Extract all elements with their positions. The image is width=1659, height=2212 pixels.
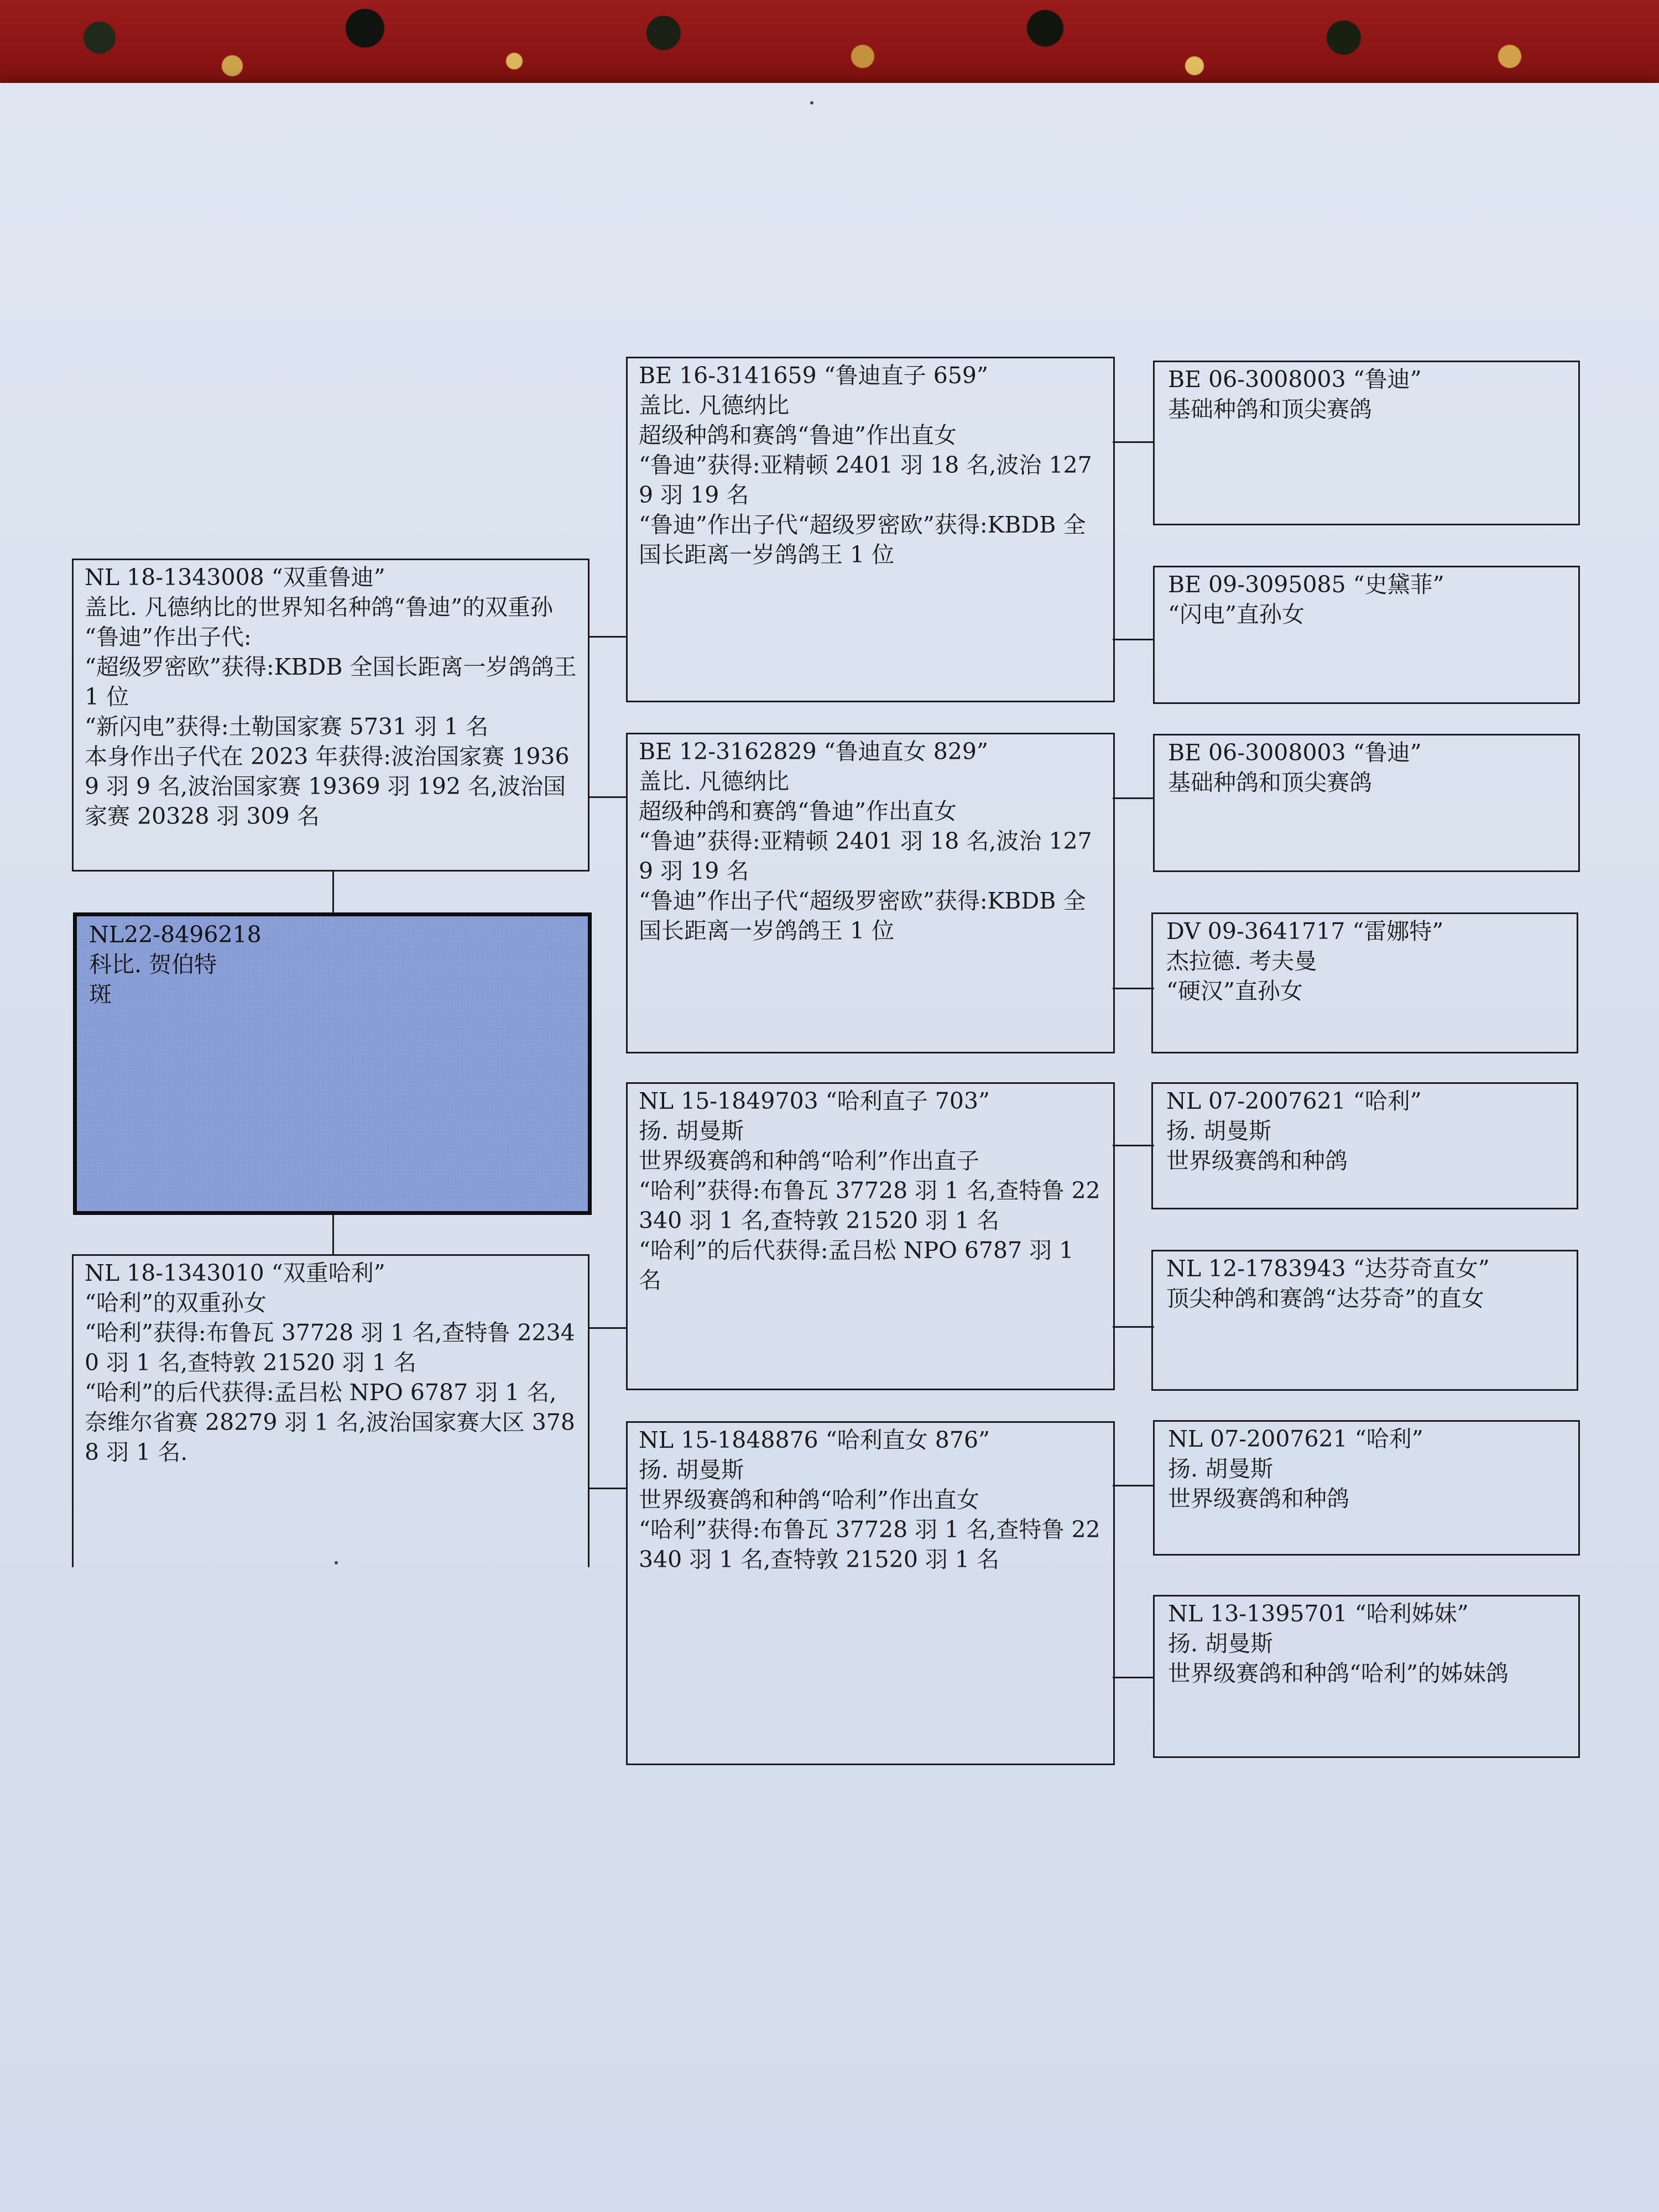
paper-speck	[810, 101, 813, 105]
subject-ring: NL22-8496218	[89, 921, 262, 948]
ggp5-line-2: 扬. 胡曼斯	[1166, 1118, 1272, 1144]
gp4-line-2: 扬. 胡曼斯	[639, 1457, 744, 1483]
sire-line-2: 盖比. 凡德纳比的世界知名种鸽“鲁迪”的双重孙	[85, 594, 553, 620]
ggp3-line-1: BE 06-3008003 “鲁迪”	[1168, 739, 1422, 766]
sire-box	[72, 559, 589, 872]
dam-line-3: “哈利”获得:布鲁瓦 37728 羽 1 名,查特鲁 22340 羽 1 名,查特敦 21520 羽 1 名	[85, 1319, 575, 1376]
gp1-line-4: “鲁迪”获得:亚精顿 2401 羽 18 名,波治 1279 羽 19 名	[639, 452, 1092, 508]
subject-breeder: 科比. 贺伯特	[89, 951, 217, 978]
great-grandparent-box-4	[1151, 912, 1578, 1053]
connector-subject-dam	[332, 1214, 334, 1256]
ggp5-line-3: 世界级赛鸽和种鸽	[1166, 1147, 1348, 1174]
gp2-line-1: BE 12-3162829 “鲁迪直女 829”	[639, 738, 988, 765]
gp3-line-2: 扬. 胡曼斯	[639, 1118, 744, 1144]
gp3-line-4: “哈利”获得:布鲁瓦 37728 羽 1 名,查特鲁 22340 羽 1 名,查特敦 21520 羽 1 名	[639, 1177, 1100, 1234]
gp4-line-3: 世界级赛鸽和种鸽“哈利”作出直女	[639, 1486, 979, 1513]
grandparent-box-4	[626, 1421, 1115, 1765]
ggp6-line-2: 顶尖种鸽和赛鸽“达芬奇”的直女	[1166, 1285, 1484, 1312]
ggp2-line-1: BE 09-3095085 “史黛菲”	[1168, 571, 1444, 598]
ggp4-line-3: “硬汉”直孙女	[1166, 978, 1303, 1004]
gp1-line-3: 超级种鸽和赛鸽“鲁迪”作出直女	[639, 422, 957, 448]
great-grandparent-box-3	[1153, 734, 1580, 872]
ggp4-line-2: 杰拉德. 考夫曼	[1166, 948, 1317, 974]
connector-gp4-ggp7	[1113, 1485, 1154, 1486]
great-grandparent-box-6	[1151, 1250, 1578, 1391]
connector-sire-subject	[332, 870, 334, 914]
gp3-line-5: “哈利”的后代获得:孟吕松 NPO 6787 羽 1 名	[639, 1237, 1081, 1293]
gp3-line-3: 世界级赛鸽和种鸽“哈利”作出直子	[639, 1147, 979, 1174]
connector-gp1-ggp1	[1113, 441, 1154, 443]
ggp4-line-1: DV 09-3641717 “雷娜特”	[1166, 918, 1444, 945]
carpet-background	[0, 0, 1659, 94]
connector-gp1-ggp2	[1113, 639, 1154, 640]
dam-line-4: “哈利”的后代获得:孟吕松 NPO 6787 羽 1 名,奈维尔省赛 28279 羽 1 名,波治国家赛大区 3788 羽 1 名.	[85, 1379, 575, 1465]
connector-gp3-ggp5	[1113, 1145, 1154, 1146]
great-grandparent-box-7	[1153, 1420, 1580, 1556]
ggp2-line-2: “闪电”直孙女	[1168, 601, 1305, 628]
gp2-line-2: 盖比. 凡德纳比	[639, 768, 790, 795]
sire-line-5: “新闪电”获得:土勒国家赛 5731 羽 1 名	[85, 713, 489, 740]
connector-gp2-ggp4	[1113, 988, 1154, 989]
gp1-line-1: BE 16-3141659 “鲁迪直子 659”	[639, 362, 988, 389]
sire-line-4: “超级罗密欧”获得:KBDB 全国长距离一岁鸽鸽王 1 位	[85, 654, 584, 710]
great-grandparent-box-2	[1153, 566, 1580, 704]
subject-box	[73, 912, 592, 1215]
sire-line-6: 本身作出子代在 2023 年获得:波治国家赛 19369 羽 9 名,波治国家赛 19369 羽 192 名,波治国家赛 20328 羽 309 名	[85, 743, 570, 830]
paper-speck	[335, 1561, 338, 1564]
gp1-line-5: “鲁迪”作出子代“超级罗密欧”获得:KBDB 全国长距离一岁鸽鸽王 1 位	[639, 512, 1086, 568]
ggp3-line-2: 基础种鸽和顶尖赛鸽	[1168, 769, 1372, 796]
ggp7-line-1: NL 07-2007621 “哈利”	[1168, 1426, 1423, 1452]
gp4-line-1: NL 15-1848876 “哈利直女 876”	[639, 1427, 990, 1453]
ggp6-line-1: NL 12-1783943 “达芬奇直女”	[1166, 1255, 1490, 1282]
ggp8-line-1: NL 13-1395701 “哈利姊妹”	[1168, 1600, 1469, 1627]
grandparent-box-3	[626, 1082, 1115, 1390]
ggp5-line-1: NL 07-2007621 “哈利”	[1166, 1088, 1422, 1114]
connector-sire-gp1	[588, 636, 628, 638]
ggp1-line-2: 基础种鸽和顶尖赛鸽	[1168, 396, 1372, 422]
ggp7-line-2: 扬. 胡曼斯	[1168, 1455, 1274, 1482]
gp2-line-3: 超级种鸽和赛鸽“鲁迪”作出直女	[639, 798, 957, 825]
gp4-line-4: “哈利”获得:布鲁瓦 37728 羽 1 名,查特鲁 22340 羽 1 名,查特敦 21520 羽 1 名	[639, 1516, 1100, 1573]
dam-line-1: NL 18-1343010 “双重哈利”	[85, 1260, 385, 1286]
ggp7-line-3: 世界级赛鸽和种鸽	[1168, 1485, 1349, 1512]
connector-gp2-ggp3	[1113, 797, 1154, 799]
connector-dam-gp3	[588, 1327, 628, 1329]
subject-color: 斑	[89, 981, 112, 1008]
ggp8-line-3: 世界级赛鸽和种鸽“哈利”的姊妹鸽	[1168, 1660, 1509, 1687]
gp2-line-5: “鲁迪”作出子代“超级罗密欧”获得:KBDB 全国长距离一岁鸽鸽王 1 位	[639, 888, 1086, 944]
connector-gp4-ggp8	[1113, 1677, 1154, 1678]
great-grandparent-box-8	[1153, 1595, 1580, 1758]
connector-dam-gp4	[588, 1488, 628, 1489]
dam-box	[72, 1254, 589, 1567]
gp3-line-1: NL 15-1849703 “哈利直子 703”	[639, 1088, 990, 1114]
great-grandparent-box-5	[1151, 1082, 1578, 1209]
connector-sire-gp2	[588, 796, 628, 798]
sire-line-3: “鲁迪”作出子代:	[85, 624, 252, 650]
gp2-line-4: “鲁迪”获得:亚精顿 2401 羽 18 名,波治 1279 羽 19 名	[639, 828, 1092, 884]
ggp8-line-2: 扬. 胡曼斯	[1168, 1630, 1274, 1657]
connector-gp3-ggp6	[1113, 1326, 1154, 1328]
gp1-line-2: 盖比. 凡德纳比	[639, 392, 790, 419]
great-grandparent-box-1	[1153, 361, 1580, 525]
dam-line-2: “哈利”的双重孙女	[85, 1290, 267, 1316]
sire-line-1: NL 18-1343008 “双重鲁迪”	[85, 564, 385, 591]
grandparent-box-2	[626, 733, 1115, 1053]
ggp1-line-1: BE 06-3008003 “鲁迪”	[1168, 366, 1422, 393]
grandparent-box-1	[626, 357, 1115, 702]
